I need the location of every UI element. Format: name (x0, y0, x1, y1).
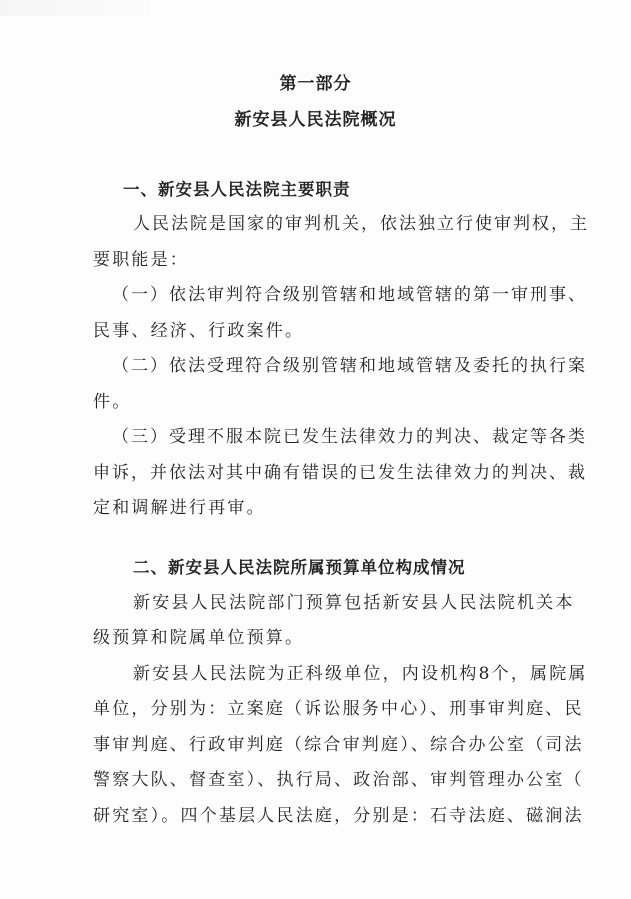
section-2-line-7: 研究室）。四个基层人民法庭，分别是：石寺法庭、磁涧法 (93, 806, 584, 826)
section-2-line-3: 新安县人民法院为正科级单位，内设机构8个，属院属 (133, 664, 588, 684)
part-title: 第一部分 (279, 74, 352, 94)
section-2-line-5: 事审判庭、行政审判庭（综合审判庭）、综合办公室（司法 (93, 735, 584, 755)
section-1-line-8: 申诉，并依法对其中确有错误的已发生法律效力的判决、裁 (93, 463, 587, 483)
section-2-line-6: 警察大队、督查室）、执行局、政治部、审判管理办公室（ (93, 770, 584, 790)
section-1-line-2: 要职能是： (93, 250, 189, 270)
section-1-line-7: （三）受理不服本院已发生法律效力的判决、裁定等各类 (112, 427, 587, 447)
section-2-heading: 二、新安县人民法院所属预算单位构成情况 (133, 558, 466, 577)
section-1-heading: 一、新安县人民法院主要职责 (123, 180, 351, 199)
section-1-line-4: 民事、经济、行政案件。 (93, 321, 305, 341)
section-1-line-6: 件。 (93, 392, 132, 412)
document-subtitle: 新安县人民法院概况 (234, 110, 397, 130)
scan-artifact (0, 0, 150, 16)
section-1-line-9: 定和调解进行再审。 (93, 498, 266, 518)
section-2-line-4: 单位，分别为：立案庭（诉讼服务中心）、刑事审判庭、民 (93, 699, 584, 719)
section-1-line-5: （二）依法受理符合级别管辖和地域管辖及委托的执行案 (112, 356, 587, 376)
section-1-line-1: 人民法院是国家的审判机关，依法独立行使审判权，主 (133, 214, 589, 234)
section-1-line-3: （一）依法审判符合级别管辖和地域管辖的第一审刑事、 (112, 285, 587, 305)
section-2-line-2: 级预算和院属单位预算。 (93, 628, 305, 648)
section-2-line-1: 新安县人民法院部门预算包括新安县人民法院机关本 (133, 593, 575, 613)
